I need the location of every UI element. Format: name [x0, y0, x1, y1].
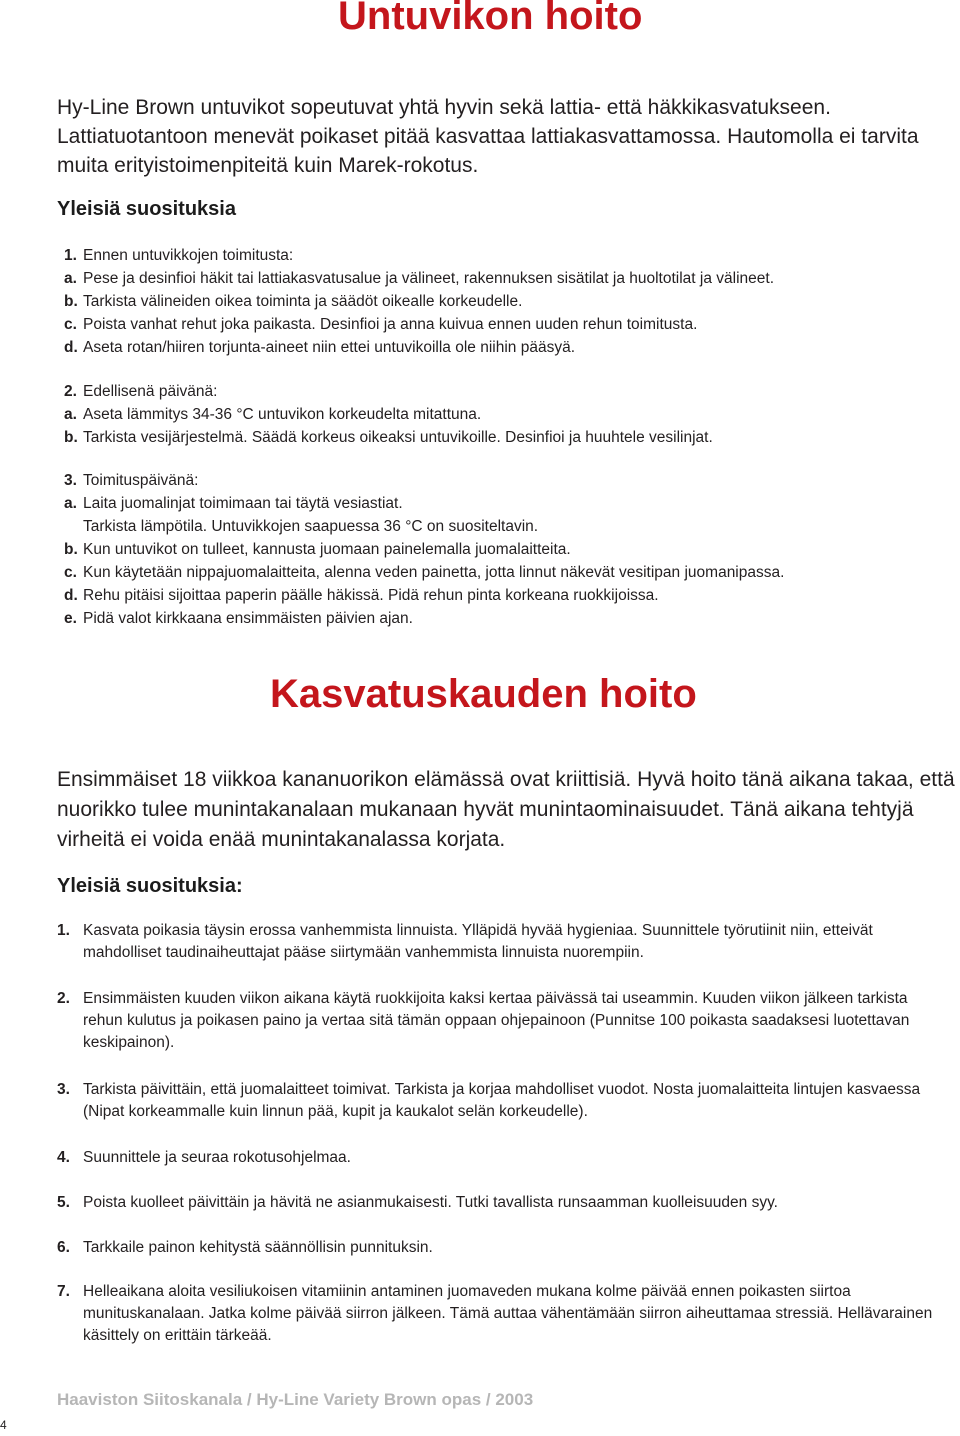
list-text: Helleaikana aloita vesiliukoisen vitamiinin antaminen juomaveden mukana kolme päivää ennen poikasten siirtoa munituskanalaan. Jatka kolme päivää siirron jälkeen. Tämä auttaa vähentämään siirron aiheuttamaa stressiä. Hellävarainen käsittely on erittäin tärkeää. [83, 1283, 933, 1344]
list-text: Ennen untuvikkojen toimitusta: [83, 247, 294, 264]
list-marker: c. [64, 564, 77, 581]
list-text: Toimituspäivänä: [83, 472, 199, 489]
list-text: Aseta lämmitys 34-36 °C untuvikon korkeudelta mitattuna. [83, 406, 482, 423]
list-item [57, 1192, 947, 1214]
list-text: Rehu pitäisi sijoittaa paperin päälle häkissä. Pidä rehun pinta korkeana ruokkijoissa. [83, 587, 659, 604]
list-text: Poista vanhat rehut joka paikasta. Desinfioi ja anna kuivua ennen uuden rehun toimitusta. [83, 316, 698, 333]
list-item [57, 1079, 947, 1123]
list-marker: 3. [57, 1081, 70, 1098]
list-marker: 2. [57, 990, 70, 1007]
list-marker: d. [64, 587, 78, 604]
list-marker: 3. [64, 472, 77, 489]
list-text: Tarkkaile painon kehitystä säännöllisin punnituksin. [83, 1239, 433, 1256]
list-marker: a. [64, 270, 77, 287]
list-marker: b. [64, 429, 78, 446]
list-text: Aseta rotan/hiiren torjunta-aineet niin ettei untuvikoilla ole niihin pääsyä. [83, 339, 575, 356]
list-text: Ensimmäisten kuuden viikon aikana käytä ruokkijoita kaksi kertaa päivässä tai useammin. Kuuden viikon jälkeen tarkista rehun kulutus ja poikasen paino ja vertaa sitä tämän oppaan ohjepainoon (Punnitse 100 poikasta saadaksesi luotettavan keskipainon). [83, 990, 910, 1051]
list-text: Pese ja desinfioi häkit tai lattiakasvatusalue ja välineet, rakennuksen sisätilat ja huoltotilat ja välineet. [83, 270, 775, 287]
page-number: 4 [0, 1418, 7, 1432]
list-item [57, 920, 947, 964]
list-text: Tarkista päivittäin, että juomalaitteet toimivat. Tarkista ja korjaa mahdolliset vuodot. Nosta juomalaitteita lintujen kasvaessa (Nipat korkeammalle kuin linnun pää, kupit ja kaukalot selän korkeudelle). [83, 1081, 921, 1120]
list-item [57, 1237, 947, 1259]
list-marker: a. [64, 495, 77, 512]
list-text: Kun käytetään nippajuomalaitteita, alenna veden painetta, jotta linnut näkevät vesitipan juomanipassa. [83, 564, 785, 581]
page-title: Untuvikon hoito [338, 0, 643, 38]
list-marker: 1. [57, 922, 70, 939]
list-item [57, 988, 947, 1054]
list-item [57, 1147, 947, 1169]
list-text: Suunnittele ja seuraa rokotusohjelmaa. [83, 1149, 351, 1166]
list-marker: 7. [57, 1283, 70, 1300]
list-text: Tarkista vesijärjestelmä. Säädä korkeus oikeaksi untuvikoille. Desinfioi ja huuhtele vesilinjat. [83, 429, 713, 446]
list-marker: 1. [64, 247, 77, 264]
list-text: Edellisenä päivänä: [83, 383, 218, 400]
section-heading: Yleisiä suosituksia: [57, 875, 243, 897]
list-text: Kasvata poikasia täysin erossa vanhemmista linnuista. Ylläpidä hyvää hygieniaa. Suunnittele työrutiinit niin, etteivät mahdolliset taudinaiheuttajat pääse siirtymään vanhemmista linnuista nuorempiin. [83, 922, 873, 961]
list-marker: e. [64, 610, 77, 627]
list-text: Tarkista välineiden oikea toiminta ja säädöt oikealle korkeudelle. [83, 293, 523, 310]
list-text: Tarkista lämpötila. Untuvikkojen saapuessa 36 °C on suositeltavin. [83, 518, 539, 535]
list-marker: 5. [57, 1194, 70, 1211]
list-marker: d. [64, 339, 78, 356]
list-marker: 2. [64, 383, 77, 400]
list-marker: 4. [57, 1149, 70, 1166]
section-title: Kasvatuskauden hoito [270, 672, 697, 716]
list-item [57, 1281, 947, 1347]
list-text: Poista kuolleet päivittäin ja hävitä ne asianmukaisesti. Tutki tavallista runsaamman kuolleisuuden syy. [83, 1194, 778, 1211]
intro-paragraph: Hy-Line Brown untuvikot sopeutuvat yhtä hyvin sekä lattia- että häkkikasvatukseen. Lattiatuotantoon menevät poikaset pitää kasvattaa lattiakasvattamossa. Hautomolla ei tarvita muita erityistoimenpiteitä kuin Marek-rokotus. [57, 96, 919, 177]
list-marker: b. [64, 541, 78, 558]
section-heading: Yleisiä suosituksia [57, 198, 236, 220]
list-marker: b. [64, 293, 78, 310]
list-marker: a. [64, 406, 77, 423]
list-text: Pidä valot kirkkaana ensimmäisten päivien ajan. [83, 610, 413, 627]
list-text: Kun untuvikot on tulleet, kannusta juomaan painelemalla juomalaitteita. [83, 541, 571, 558]
page-footer: Haaviston Siitoskanala / Hy-Line Variety Brown opas / 2003 [57, 1390, 534, 1409]
list-marker: 6. [57, 1239, 70, 1256]
intro-paragraph: Ensimmäiset 18 viikkoa kananuorikon elämässä ovat kriittisiä. Hyvä hoito tänä aikana takaa, että nuorikko tulee munintakanalaan mukanaan hyvät munintaominaisuudet. Tänä aikana tehtyjä virheitä ei voida enää munintakanalassa korjata. [57, 768, 955, 851]
list-marker: c. [64, 316, 77, 333]
list-text: Laita juomalinjat toimimaan tai täytä vesiastiat. [83, 495, 403, 512]
